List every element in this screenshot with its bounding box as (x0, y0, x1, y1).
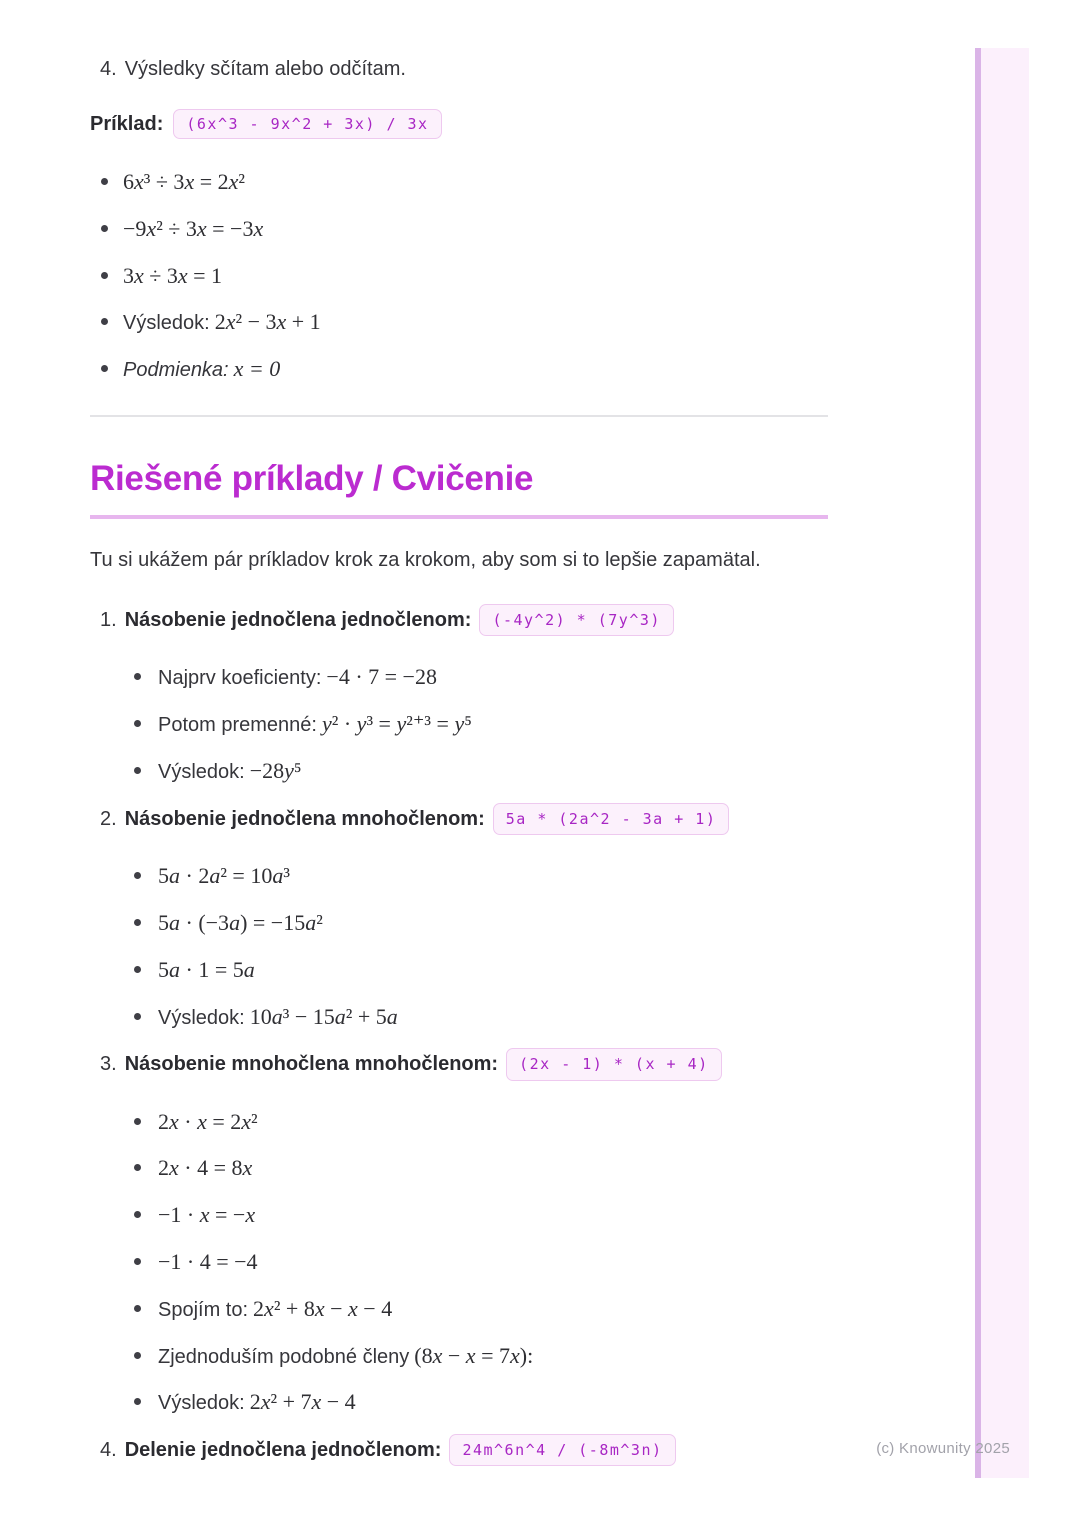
bullet-label: Zjednoduším podobné členy (158, 1345, 410, 1368)
bullet-math: 5a · 2a² = 10a³ (158, 863, 290, 889)
bullet-item (90, 1341, 828, 1372)
step-code-chip: 5a * (2a^2 - 3a + 1) (493, 803, 730, 835)
worked-step-1 (90, 604, 828, 787)
bullet-item (90, 756, 828, 787)
bullet-math: −9x² ÷ 3x = −3x (123, 215, 264, 241)
bullet-math: −4 · 7 = −28 (326, 664, 437, 690)
page-margin-strip (975, 48, 1029, 1478)
step-number: 3. (100, 1052, 117, 1075)
bullet-math: y² · y³ = y²⁺³ = y⁵ (321, 711, 472, 737)
example-code-chip: (6x^3 - 9x^2 + 3x) / 3x (173, 109, 441, 139)
bullet-item (90, 1002, 828, 1033)
bullet-math: −28y⁵ (249, 758, 302, 784)
step-number: 2. (100, 807, 117, 830)
bullet-math: 2x · x = 2x² (158, 1108, 258, 1134)
bullet-item (90, 908, 828, 939)
step-row (90, 604, 828, 636)
copyright-watermark: (c) Knowunity 2025 (876, 1440, 1010, 1457)
bullet-item (90, 709, 828, 740)
numbered-step-previous (90, 56, 828, 83)
step-number: 4. (100, 1438, 117, 1461)
bullet-label: Najprv koeficienty: (158, 667, 322, 690)
worked-step-3 (90, 1048, 828, 1418)
step-row (90, 1434, 828, 1466)
bullet-label: Spojím to: (158, 1298, 249, 1321)
example-label: Príklad: (90, 112, 164, 135)
bullet-item (90, 662, 828, 693)
bullet-math: 2x · 4 = 8x (158, 1155, 253, 1181)
step-label: Násobenie jednočlena jednočlenom: (124, 608, 472, 631)
bullet-item (90, 167, 828, 198)
step-text: Výsledky sčítam alebo odčítam. (124, 58, 406, 80)
step-label: Delenie jednočlena jednočlenom: (124, 1438, 442, 1461)
bullet-label: Výsledok: (158, 1392, 245, 1415)
section-divider (90, 415, 828, 417)
bullet-label: Výsledok: (123, 312, 210, 335)
bullet-item (90, 214, 828, 245)
step-number: 4. (100, 58, 117, 80)
bullet-item (90, 1387, 828, 1418)
bullet-math: 5a · (−3a) = −15a² (158, 909, 323, 935)
example-row (90, 109, 828, 139)
bullet-label: Potom premenné: (158, 714, 317, 737)
worked-step-4 (90, 1434, 828, 1466)
bullet-math: 5a · 1 = 5a (158, 956, 255, 982)
step-row (90, 803, 828, 835)
bullet-label: Výsledok: (158, 1006, 245, 1029)
bullet-math: −1 · x = −x (158, 1202, 256, 1228)
bullet-item (90, 261, 828, 292)
step-number: 1. (100, 608, 117, 631)
bullet-math: (8x − x = 7x): (414, 1342, 534, 1368)
section-intro: Tu si ukážem pár príkladov krok za krokom, aby som si to lepšie zapamätal. (90, 549, 761, 572)
bullet-item (90, 354, 828, 385)
bullet-math: x = 0 (233, 356, 281, 382)
step-row (90, 1048, 828, 1080)
bullet-item (90, 1200, 828, 1231)
worked-examples (90, 604, 828, 1466)
bullet-label: Podmienka: (123, 359, 229, 382)
step-bullet-list (90, 662, 828, 786)
bullet-item (90, 1107, 828, 1138)
bullet-item (90, 1247, 828, 1278)
bullet-math: 10a³ − 15a² + 5a (249, 1003, 398, 1029)
bullet-item (90, 955, 828, 986)
bullet-math: 3x ÷ 3x = 1 (123, 262, 223, 288)
example-bullet-list (90, 167, 828, 385)
bullet-item (90, 1294, 828, 1325)
bullet-math: −1 · 4 = −4 (158, 1248, 258, 1274)
step-code-chip: (2x - 1) * (x + 4) (506, 1048, 722, 1080)
step-label: Násobenie jednočlena mnohočlenom: (124, 807, 485, 830)
bullet-item (90, 1153, 828, 1184)
bullet-math: 2x² + 7x − 4 (249, 1389, 356, 1415)
bullet-math: 2x² + 8x − x − 4 (253, 1295, 393, 1321)
bullet-math: 6x³ ÷ 3x = 2x² (123, 169, 245, 194)
step-bullet-list (90, 861, 828, 1032)
bullet-item (90, 861, 828, 892)
step-code-chip: (-4y^2) * (7y^3) (479, 604, 674, 636)
step-bullet-list (90, 1107, 828, 1419)
bullet-math: 2x² − 3x + 1 (214, 309, 321, 335)
section-title: Riešené príklady / Cvičenie (90, 458, 534, 498)
step-code-chip: 24m^6n^4 / (-8m^3n) (449, 1434, 675, 1466)
document-body (90, 0, 828, 1466)
step-label: Násobenie mnohočlena mnohočlenom: (124, 1052, 499, 1075)
worked-step-2 (90, 803, 828, 1032)
bullet-item (90, 307, 828, 338)
section-title-underline (90, 515, 828, 519)
bullet-label: Výsledok: (158, 761, 245, 784)
